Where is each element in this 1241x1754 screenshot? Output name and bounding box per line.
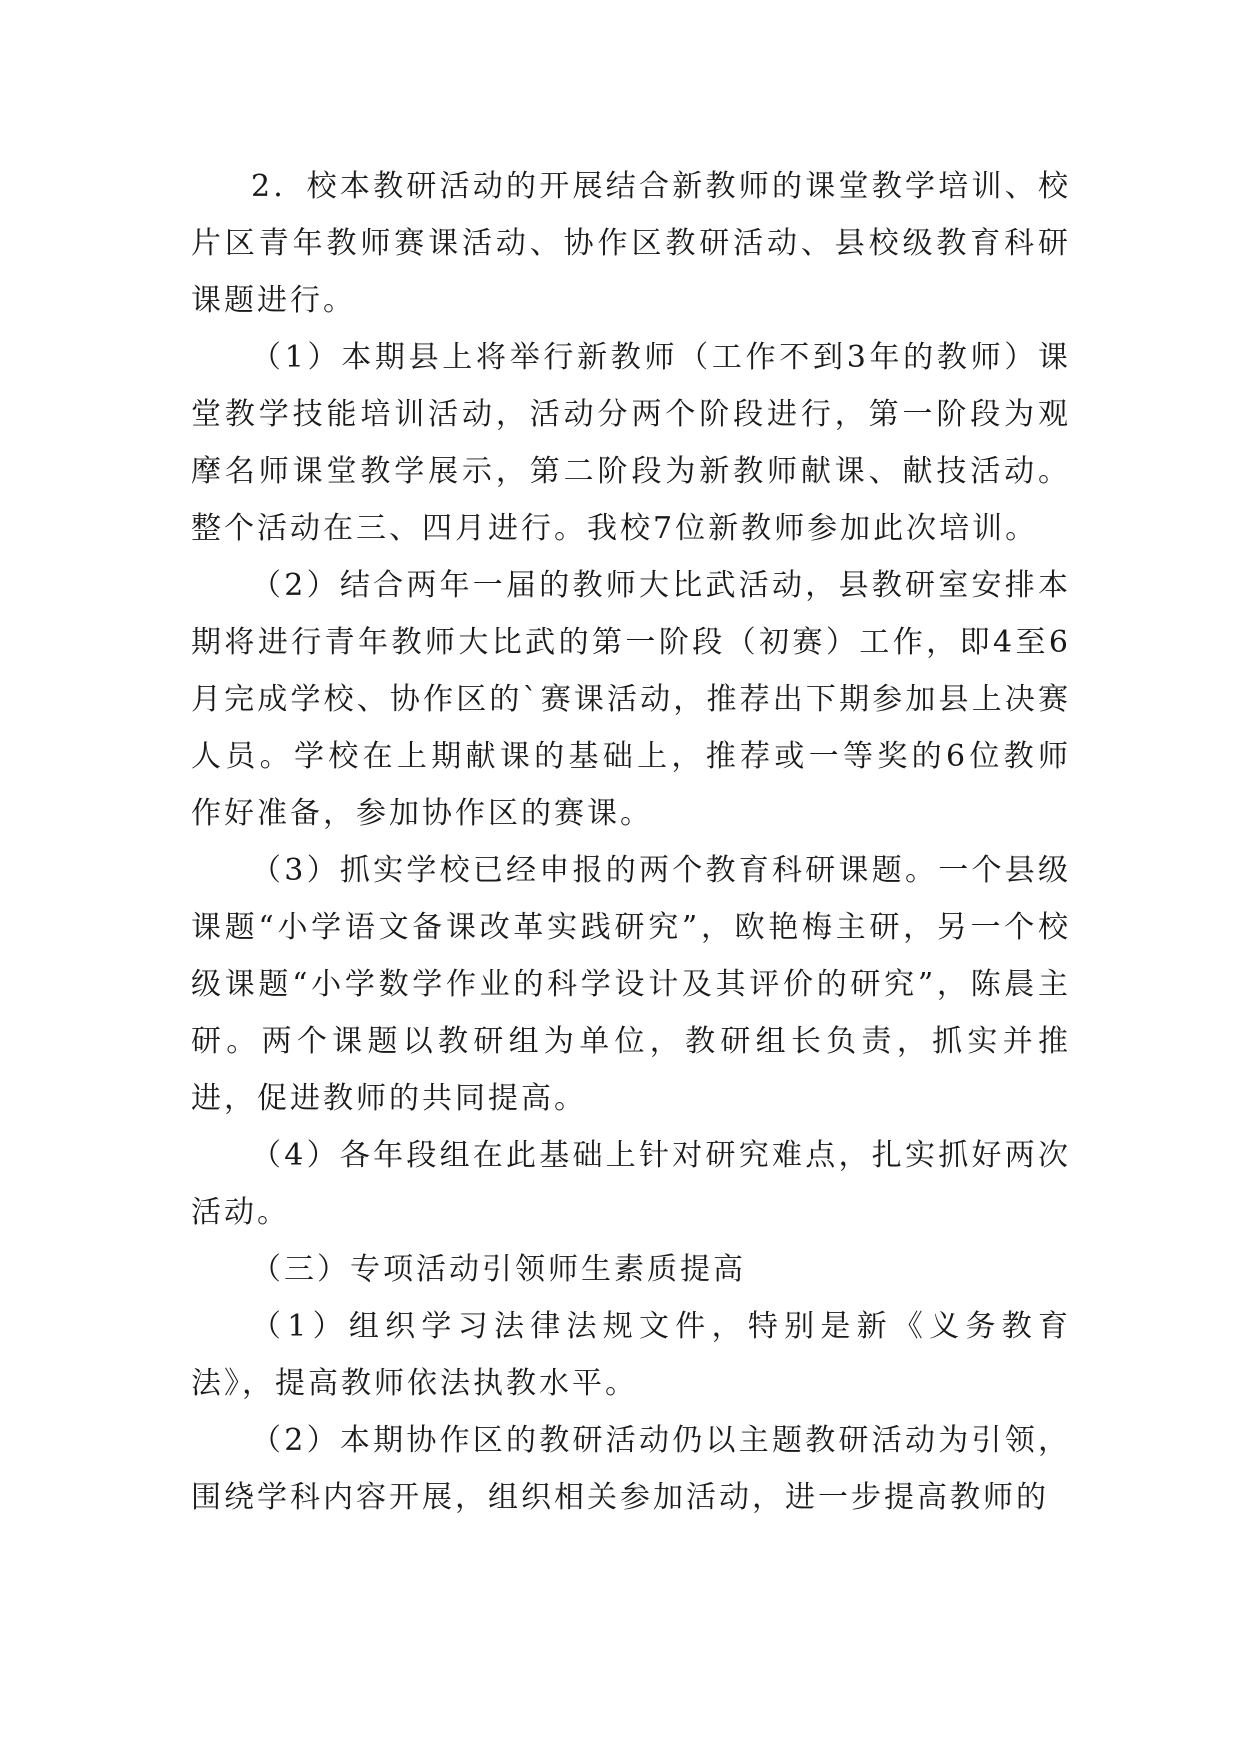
paragraph-law-study: （1）组织学习法律法规文件，特别是新《义务教育法》，提高教师依法执教水平。 <box>191 1309 1071 1401</box>
paragraph-teacher-competition: （2）结合两年一届的教师大比武活动，县教研室安排本期将进行青年教师大比武的第一阶段（初赛）工作，即4至6月完成学校、协作区的`赛课活动，推荐出下期参加县上决赛人员。学校在上期献课的基础上，推荐或一等奖的6位教师作好准备，参加协作区的赛课。 <box>191 568 1071 831</box>
paragraph-new-teacher-training: （1）本期县上将举行新教师（工作不到3年的教师）课堂教学技能培训活动，活动分两个阶段进行，第一阶段为观摩名师课堂教学展示，第二阶段为新教师献课、献技活动。整个活动在三、四月进行。我校7位新教师参加此次培训。 <box>191 340 1071 546</box>
paragraph-school-research: 2．校本教研活动的开展结合新教师的课堂教学培训、校片区青年教师赛课活动、协作区教研活动、县校级教育科研课题进行。 <box>191 169 1071 318</box>
paragraph-research-projects: （3）抓实学校已经申报的两个教育科研课题。一个县级课题“小学语文备课改革实践研究”，欧艳梅主研，另一个校级课题“小学数学作业的科学设计及其评价的研究”，陈晨主研。两个课题以教研组为单位，教研组长负责，抓实并推进，促进教师的共同提高。 <box>191 853 1071 1116</box>
paragraph-collaboration-research: （2）本期协作区的教研活动仍以主题教研活动为引领，围绕学科内容开展，组织相关参加活动，进一步提高教师的 <box>191 1423 1071 1515</box>
section-heading-special-activities: （三）专项活动引领师生素质提高 <box>251 1252 746 1287</box>
paragraph-grade-groups: （4）各年段组在此基础上针对研究难点，扎实抓好两次活动。 <box>191 1138 1071 1230</box>
document-body <box>191 158 1071 1526</box>
